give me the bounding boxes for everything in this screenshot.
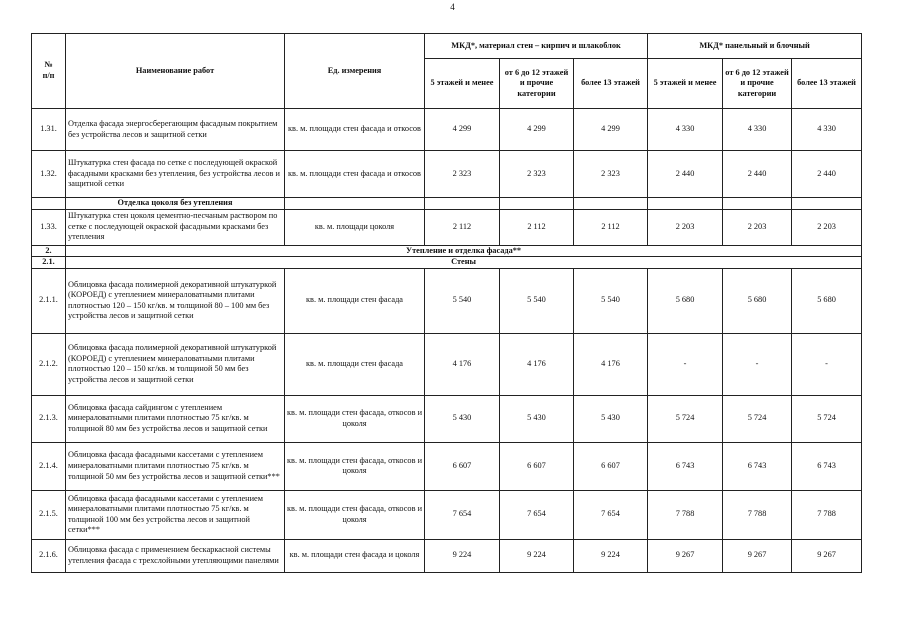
unit-measure: кв. м. площади стен фасада и цоколя bbox=[285, 539, 425, 572]
price-cell: 2 203 bbox=[648, 209, 723, 245]
price-cell: 9 267 bbox=[723, 539, 792, 572]
price-cell: 4 299 bbox=[500, 109, 574, 151]
price-cell: 9 224 bbox=[500, 539, 574, 572]
price-cell: 5 540 bbox=[574, 268, 648, 333]
price-cell: 7 654 bbox=[574, 490, 648, 539]
table-row bbox=[32, 151, 862, 198]
price-cell: 5 724 bbox=[723, 395, 792, 442]
empty-cell bbox=[574, 198, 648, 210]
row-number: 1.32. bbox=[32, 151, 66, 198]
price-cell: 5 724 bbox=[648, 395, 723, 442]
price-cell: 7 788 bbox=[648, 490, 723, 539]
price-cell: 5 540 bbox=[500, 268, 574, 333]
section-number: 2. bbox=[32, 245, 66, 257]
unit-measure: кв. м. площади стен фасада, откосов и цоколя bbox=[285, 395, 425, 442]
header-col-1: 5 этажей и менее bbox=[425, 59, 500, 109]
header-col-5: от 6 до 12 этажей и прочие категории bbox=[723, 59, 792, 109]
price-cell: 9 267 bbox=[792, 539, 862, 572]
price-cell: 2 323 bbox=[574, 151, 648, 198]
table-row bbox=[32, 442, 862, 490]
price-cell: 6 743 bbox=[792, 442, 862, 490]
price-cell: 5 430 bbox=[574, 395, 648, 442]
work-name: Облицовка фасада фасадными кассетами с утеплением минераловатными плитами плотностью 75 кг/кв. м толщиной 50 мм без устройства лесов и защитной сетки*** bbox=[66, 442, 285, 490]
row-number: 2.1.1. bbox=[32, 268, 66, 333]
section-row bbox=[32, 257, 862, 269]
empty-cell bbox=[425, 198, 500, 210]
section-row bbox=[32, 245, 862, 257]
header-col-6: более 13 этажей bbox=[792, 59, 862, 109]
price-cell: 2 440 bbox=[792, 151, 862, 198]
price-cell: 5 680 bbox=[648, 268, 723, 333]
price-cell: 2 440 bbox=[723, 151, 792, 198]
price-cell: 2 112 bbox=[574, 209, 648, 245]
unit-measure: кв. м. площади стен фасада, откосов и цоколя bbox=[285, 442, 425, 490]
table-row bbox=[32, 490, 862, 539]
price-cell: 4 176 bbox=[500, 333, 574, 395]
empty-cell bbox=[723, 198, 792, 210]
unit-measure: кв. м. площади цоколя bbox=[285, 209, 425, 245]
work-name: Облицовка фасада с применением бескаркасной системы утепления фасада с трехслойными утепляющими панелями bbox=[66, 539, 285, 572]
price-cell: 2 440 bbox=[648, 151, 723, 198]
price-cell: 7 788 bbox=[792, 490, 862, 539]
unit-measure: кв. м. площади стен фасада bbox=[285, 333, 425, 395]
table-row bbox=[32, 333, 862, 395]
row-number: 2.1.4. bbox=[32, 442, 66, 490]
price-cell: 6 607 bbox=[500, 442, 574, 490]
price-cell: 2 323 bbox=[500, 151, 574, 198]
work-name: Штукатурка стен цоколя цементно-песчаным раствором по сетке с последующей окраской фасадными красками без утепления bbox=[66, 209, 285, 245]
price-cell: 4 299 bbox=[425, 109, 500, 151]
work-name: Облицовка фасада полимерной декоративной штукатуркой (КОРОЕД) с утеплением минераловатными плитами плотностью 120 – 150 кг/кв. м толщиной 80 – 100 мм без устройства лесов и защитной сетки bbox=[66, 268, 285, 333]
table-header bbox=[32, 34, 862, 109]
section-number: 2.1. bbox=[32, 257, 66, 269]
price-cell: 5 430 bbox=[425, 395, 500, 442]
empty-cell bbox=[792, 198, 862, 210]
page-number: 4 bbox=[450, 2, 455, 12]
price-cell: 5 540 bbox=[425, 268, 500, 333]
empty-cell bbox=[285, 198, 425, 210]
work-name: Облицовка фасада фасадными кассетами с утеплением минераловатными плитами плотностью 75 кг/кв. м толщиной 100 мм без устройства лесов и защитной сетки*** bbox=[66, 490, 285, 539]
section-title: Утепление и отделка фасада** bbox=[66, 245, 862, 257]
price-cell: 9 224 bbox=[425, 539, 500, 572]
price-cell: 6 607 bbox=[425, 442, 500, 490]
table-body bbox=[32, 109, 862, 573]
price-cell: 4 330 bbox=[648, 109, 723, 151]
price-cell: 9 267 bbox=[648, 539, 723, 572]
work-name: Отделка фасада энергосберегающим фасадным покрытием без устройства лесов и защитной сетки bbox=[66, 109, 285, 151]
price-cell: - bbox=[723, 333, 792, 395]
price-cell: 5 680 bbox=[723, 268, 792, 333]
row-number: 2.1.3. bbox=[32, 395, 66, 442]
row-number: 1.31. bbox=[32, 109, 66, 151]
subsection-row bbox=[32, 198, 862, 210]
price-cell: 4 176 bbox=[574, 333, 648, 395]
price-cell: 2 112 bbox=[425, 209, 500, 245]
price-cell: - bbox=[648, 333, 723, 395]
table-row bbox=[32, 209, 862, 245]
row-number: 2.1.6. bbox=[32, 539, 66, 572]
unit-measure: кв. м. площади стен фасада bbox=[285, 268, 425, 333]
header-col-4: 5 этажей и менее bbox=[648, 59, 723, 109]
price-cell: 7 654 bbox=[500, 490, 574, 539]
header-group-brick: МКД*, материал стен – кирпич и шлакоблок bbox=[425, 34, 648, 59]
price-cell: 2 203 bbox=[723, 209, 792, 245]
price-cell: 2 112 bbox=[500, 209, 574, 245]
table-row bbox=[32, 268, 862, 333]
cost-table bbox=[31, 33, 862, 573]
header-col-2: от 6 до 12 этажей и прочие категории bbox=[500, 59, 574, 109]
unit-measure: кв. м. площади стен фасада, откосов и цоколя bbox=[285, 490, 425, 539]
section-title: Стены bbox=[66, 257, 862, 269]
price-cell: 4 330 bbox=[792, 109, 862, 151]
header-unit: Ед. измерения bbox=[285, 34, 425, 109]
price-cell: 9 224 bbox=[574, 539, 648, 572]
price-cell: 4 330 bbox=[723, 109, 792, 151]
header-work: Наименование работ bbox=[66, 34, 285, 109]
price-cell: 4 176 bbox=[425, 333, 500, 395]
price-cell: 7 788 bbox=[723, 490, 792, 539]
price-cell: 6 743 bbox=[648, 442, 723, 490]
price-cell: 6 743 bbox=[723, 442, 792, 490]
work-name: Штукатурка стен фасада по сетке с последующей окраской фасадными красками без утепления, без устройства лесов и защитной сетки bbox=[66, 151, 285, 198]
price-cell: 5 430 bbox=[500, 395, 574, 442]
price-cell: 2 203 bbox=[792, 209, 862, 245]
table-row bbox=[32, 395, 862, 442]
price-cell: 2 323 bbox=[425, 151, 500, 198]
empty-cell bbox=[500, 198, 574, 210]
row-number bbox=[32, 198, 66, 210]
header-group-panel: МКД* панельный и блочный bbox=[648, 34, 862, 59]
table-row bbox=[32, 539, 862, 572]
price-cell: 7 654 bbox=[425, 490, 500, 539]
table-row bbox=[32, 109, 862, 151]
price-cell: - bbox=[792, 333, 862, 395]
header-col-3: более 13 этажей bbox=[574, 59, 648, 109]
price-cell: 6 607 bbox=[574, 442, 648, 490]
price-cell: 5 680 bbox=[792, 268, 862, 333]
subsection-title: Отделка цоколя без утепления bbox=[66, 198, 285, 210]
row-number: 1.33. bbox=[32, 209, 66, 245]
row-number: 2.1.5. bbox=[32, 490, 66, 539]
work-name: Облицовка фасада полимерной декоративной штукатуркой (КОРОЕД) с утеплением минераловатными плитами плотностью 120 – 150 кг/кв. м толщиной 50 мм без устройства лесов и защитной сетки bbox=[66, 333, 285, 395]
header-num: № п/п bbox=[32, 34, 66, 109]
unit-measure: кв. м. площади стен фасада и откосов bbox=[285, 151, 425, 198]
empty-cell bbox=[648, 198, 723, 210]
work-name: Облицовка фасада сайдингом с утеплением минераловатными плитами плотностью 75 кг/кв. м толщиной 80 мм без устройства лесов и защитной сетки bbox=[66, 395, 285, 442]
price-cell: 5 724 bbox=[792, 395, 862, 442]
price-cell: 4 299 bbox=[574, 109, 648, 151]
unit-measure: кв. м. площади стен фасада и откосов bbox=[285, 109, 425, 151]
row-number: 2.1.2. bbox=[32, 333, 66, 395]
